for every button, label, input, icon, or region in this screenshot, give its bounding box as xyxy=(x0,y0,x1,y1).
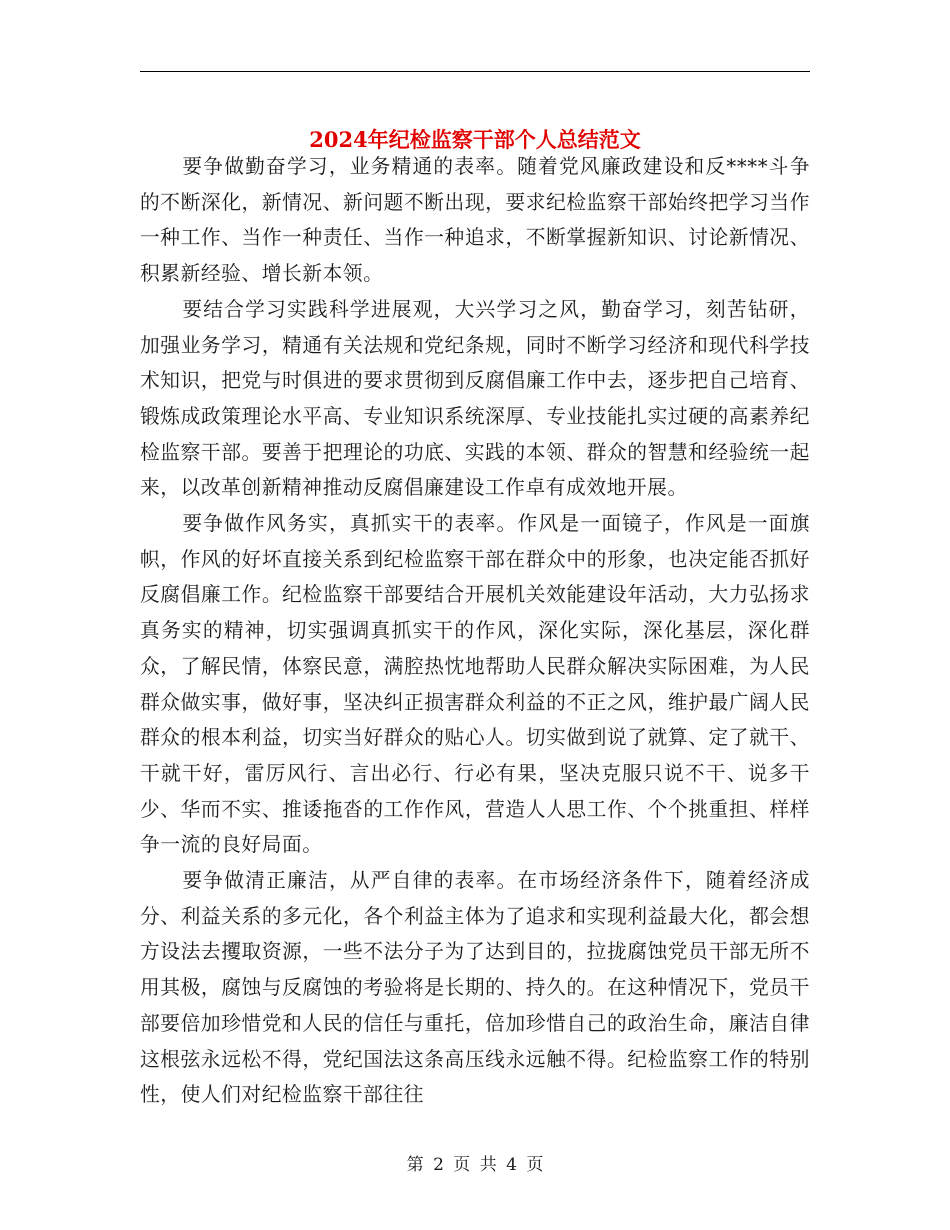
page-number-footer: 第 2 页 共 4 页 xyxy=(406,1155,544,1175)
body-paragraph-4: 要争做清正廉洁，从严自律的表率。在市场经济条件下，随着经济成分、利益关系的多元化，各个利益主体为了追求和实现利益最大化，都会想方设法去攫取资源，一些不法分子为了达到目的，拉拢腐蚀党员干部无所不用其极，腐蚀与反腐蚀的考验将是长期的、持久的。在这种情况下，党员干部要倍加珍惜党和人民的信任与重托，倍加珍惜自己的政治生命，廉洁自律这根弦永远松不得，党纪国法这条高压线永远触不得。纪检监察工作的特别性，使人们对纪检监察干部往往 xyxy=(140,869,810,1107)
body-paragraph-1: 要争做勤奋学习，业务精通的表率。随着党风廉政建设和反****斗争的不断深化，新情况、新问题不断出现，要求纪检监察干部始终把学习当作一种工作、当作一种责任、当作一种追求，不断掌握新知识、讨论新情况、积累新经验、增长新本领。 xyxy=(140,155,810,286)
document-body xyxy=(140,149,810,1113)
body-paragraph-2: 要结合学习实践科学进展观，大兴学习之风，勤奋学习，刻苦钻研，加强业务学习，精通有关法规和党纪条规，同时不断学习经济和现代科学技术知识，把党与时俱进的要求贯彻到反腐倡廉工作中去，逐步把自己培育、锻炼成政策理论水平高、专业知识系统深厚、专业技能扎实过硬的高素养纪检监察干部。要善于把理论的功底、实践的本领、群众的智慧和经验统一起来，以改革创新精神推动反腐倡廉建设工作卓有成效地开展。 xyxy=(140,297,810,500)
document-title: 2024年纪检监察干部个人总结范文 xyxy=(309,127,641,153)
body-paragraph-3: 要争做作风务实，真抓实干的表率。作风是一面镜子，作风是一面旗帜，作风的好坏直接关系到纪检监察干部在群众中的形象，也决定能否抓好反腐倡廉工作。纪检监察干部要结合开展机关效能建设年活动，大力弘扬求真务实的精神，切实强调真抓实干的作风，深化实际，深化基层，深化群众，了解民情，体察民意，满腔热忱地帮助人民群众解决实际困难，为人民群众做实事，做好事，坚决纠正损害群众利益的不正之风，维护最广阔人民群众的根本利益，切实当好群众的贴心人。切实做到说了就算、定了就干、干就干好，雷厉风行、言出必行、行必有果，坚决克服只说不干、说多干少、华而不实、推诿拖沓的工作作风，营造人人思工作、个个挑重担、样样争一流的良好局面。 xyxy=(140,512,810,857)
header-rule xyxy=(140,71,810,72)
